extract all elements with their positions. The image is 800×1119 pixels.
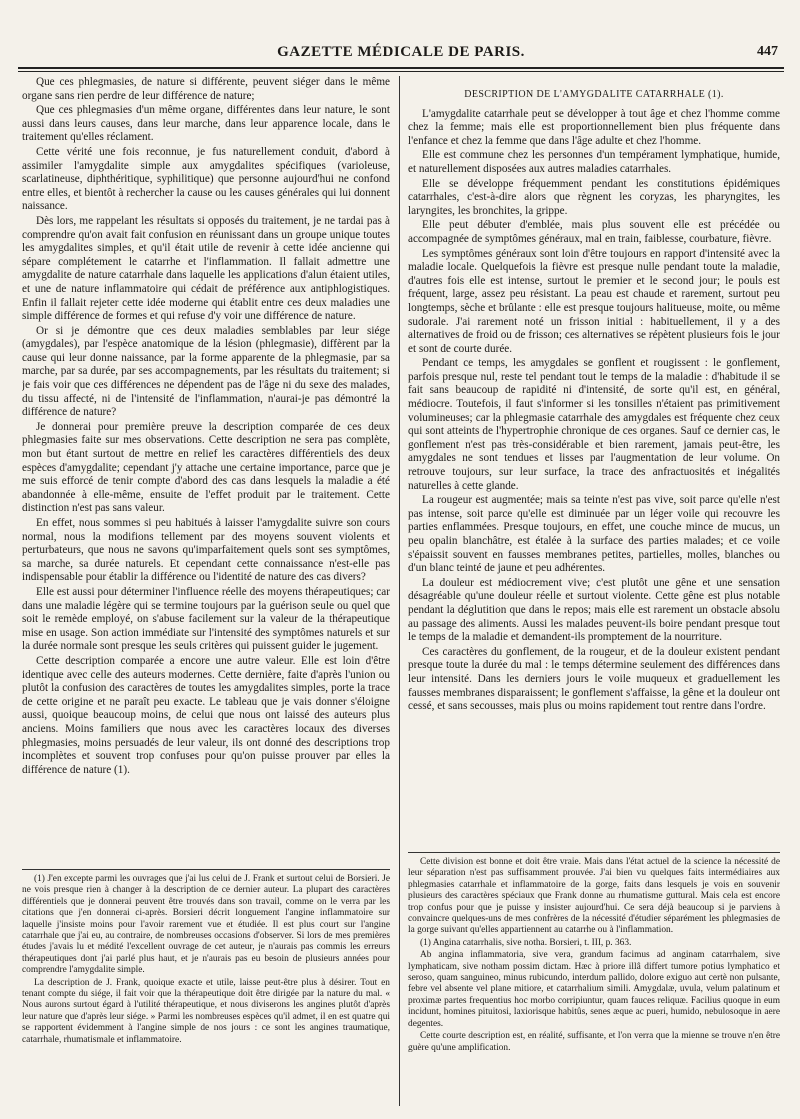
paragraph: Ces caractères du gonflement, de la rougeur, et de la douleur existent pendant presque toute la durée du mal : le temps détermine seulement des différences dans leur intensité. Dans les derniers jours le voile muqueux et graduellement les fausses membranes disparaissent; le gonflement s'affaisse, la gêne et la douleur ont cessé, et sans secousses, mais plus ou moins rapidement tout rentre dans l'ordre.: [408, 645, 780, 713]
footnote: (1) J'en excepte parmi les ouvrages que j'ai lus celui de J. Frank et surtout celui de Borsieri. Je ne vois presque rien à changer à la description de ce dernier auteur. La plupart des caractères différentiels que je donnerai peuvent être trouvés dans son travail, comme on le verra par les citations que j'en donnerai ci-après. Borsieri décrit longuement l'angine inflammatoire sur laquelle j'insiste moins pour l'avoir rarement vue et étudiée. Il est plus court sur l'angine catarrhale que j'ai eu, au contraire, de nombreuses occasions d'observer. Si lors de mes premières études j'avais lu et médité l'excellent ouvrage de cet auteur, je n'aurais pas commis les erreurs thérapeutiques dont j'ai parlé plus haut, et je n'aurais pas eu besoin de plusieurs années pour comprendre l'amygdalite simple.: [22, 874, 390, 976]
footnote: La description de J. Frank, quoique exacte et utile, laisse peut-être plus à désirer. Tout en tenant compte du siége, il fait voir que la thérapeutique doit être dirigée par la nature du mal. « Nous aurons surtout égard à l'utilité thérapeutique, et nous diviserons les angines plutôt d'après leur nature que d'après leur siége. » Parmi les nombreuses espèces qu'il admet, il en est quatre qui se rapportent évidemment à l'angine simple de nos jours : ce sont les angines traumatique, catarrhale, rhumatismale et inflammatoire.: [22, 977, 390, 1045]
paragraph: En effet, nous sommes si peu habitués à laisser l'amygdalite suivre son cours normal, nous la modifions tellement par des moyens souvent violents et perturbateurs, que nous ne savons qu'imparfaitement quels sont ses symptômes, sa marche, sa durée naturels. Et cependant cette connaissance n'est-elle pas indispensable pour établir la différence ou l'identité de nature des cas divers?: [22, 517, 390, 584]
paragraph: La douleur est médiocrement vive; c'est plutôt une gêne et une sensation désagréable qu'une douleur réelle et surtout violente. Cette gêne est plus notable pendant la déglutition que dans le repos; mais elle est rarement un obstacle absolu au passage des aliments. Aussi les malades peuvent-ils boire pendant presque tout le temps de la maladie et demandent-ils promptement de la nourriture.: [408, 576, 780, 644]
paragraph: Dès lors, me rappelant les résultats si opposés du traitement, je ne tardai pas à comprendre qu'on avait fait confusion en réunissant dans un groupe unique toutes les amygdalites simples, et qu'il était utile de revenir à cette idée ancienne qui sépare complétement le catarrhe et l'inflammation. Il fallait admettre une amygdalite de nature catarrhale dans laquelle les applications d'alun étaient utiles, et une de nature inflammatoire qui cédait de préférence aux antiphlogistiques. Enfin il fallait rejeter cette idée moderne qui établit entre ces deux maladies une simple différence de formes et qui refuse d'y voir une différence de nature.: [22, 214, 390, 323]
paragraph: L'amygdalite catarrhale peut se développer à tout âge et chez l'homme comme chez la femme; mais elle est proportionnellement bien plus fréquente dans l'enfance et chez la femme que dans l'âge adulte et chez l'homme.: [408, 107, 780, 147]
paragraph: Les symptômes généraux sont loin d'être toujours en rapport d'intensité avec la maladie locale. Quelquefois la fièvre est presque nulle pendant toute la maladie, d'autres fois elle est intense, surtout le premier et le second jour; le pouls est fréquent, large, assez peu résistant. La peau est chaude et rarement, surtout peu longtemps, sèche et brûlante : elle est presque toujours halitueuse, moite, ou même sudorale. J'ai rarement noté un frisson initial : habituellement, il y a des alternatives de froid ou de frisson; ces alternatives se répètent plusieurs fois le jour et sont de courte durée.: [408, 247, 780, 355]
footnote: Ab angina inflammatoria, sive vera, grandum facimus ad anginam catarrhalem, sive lymphaticam, sive notham possim dictam. Hæc à priore illâ differt tumore potius lymphatico et seroso, quam sanguineo, minus rubicundo, interdum pallido, dolore exiguo aut certè non pulsante, febre vel absente vel plane mitiore, et catarrhalium simili. Amygdalæ, uvula, velum palatinum et proximæ partes frequentius hoc morbo corripiuntur, quam fauces reliquæ. Facilius quoque in eum incidunt, homines pituitosi, laxiorisque habitûs, senes æque ac pueri, humido, nebulosoque in aere degentes.: [408, 950, 780, 1029]
journal-title: GAZETTE MÉDICALE DE PARIS.: [277, 44, 525, 60]
paragraph: Elle est commune chez les personnes d'un tempérament lymphatique, humide, et naturellement disposées aux autres maladies catarrhales.: [408, 149, 780, 175]
header-rule-thin: [18, 71, 784, 72]
paragraph: Elle est aussi pour déterminer l'influence réelle des moyens thérapeutiques; car dans une maladie légère qui se termine toujours par la guérison seule ou quel que soit le remède employé, on s'abuse facilement sur la valeur de la thérapeutique mise en usage. Son action immédiate sur l'intensité des symptômes naturels et sur la durée normale sont presque les seuls critères qui puissent guider le jugement.: [22, 585, 390, 653]
paragraph: Elle se développe fréquemment pendant les constitutions épidémiques catarrhales, c'est-à-dire alors que règnent les coryzas, les pharyngites, les laryngites, les bronchites, la grippe.: [408, 177, 780, 217]
paragraph: Je donnerai pour première preuve la description comparée de ces deux phlegmasies faite sur mes observations. Cette description ne sera pas complète, mon but étant surtout de mettre en relief les caractères différentiels des deux espèces d'amygdalite; cependant j'y attache une certaine importance, parce que je me suis efforcé de tenir compte d'abord des cas dans lesquels la maladie a été abandonnée à elle-même, ensuite de l'effet produit par le traitement. Cette distinction n'est pas sans valeur.: [22, 420, 390, 515]
footnote: Cette division est bonne et doit être vraie. Mais dans l'état actuel de la science la nécessité de leur séparation n'est pas suffisamment prouvée. J'ai bien vu quelques faits intermédiaires aux phlegmasies catarrhale et inflammatoire de la gorge, faits dans lesquels je vois en souvenir plusieurs des caractères spéciaux que Frank donne au rhumatisme guttural. Mais cela est encore trop confus pour que je puisse y insister aujourd'hui. Ce sera déjà beaucoup si je parviens à convaincre quelques-uns de mes confrères de la nécessité d'étudier séparément les phlegmasies de la gorge suivant qu'elles appartiennent au catarrhe ou à l'inflammation.: [408, 857, 780, 936]
footnotes-right: [408, 857, 780, 1114]
paragraph: Cette description comparée a encore une autre valeur. Elle est loin d'être identique avec celle des auteurs modernes. Cette dernière, faite d'après l'union ou plutôt la confusion des caractères de toutes les amygdalites simples, porte la trace de cette origine et ne paraît peu exacte. Le tableau que je vais donner s'éloigne aussi, quoique beaucoup moins, de celui que nous ont laissé des auteurs plus anciens. Moins familiers que nous avec les caractères locaux des diverses phlegmasies, moins persuadés de leur valeur, ils ont donné des descriptions trop incomplètes et souvent trop confuses pour qu'on puisse prouver par elles la différence de nature (1).: [22, 654, 390, 776]
paragraph: Que ces phlegmasies d'un même organe, différentes dans leur nature, le sont aussi dans leurs causes, dans leur marche, dans leur apparence locale, dans le traitement qu'elles réclament.: [22, 104, 390, 144]
paragraph: Elle peut débuter d'emblée, mais plus souvent elle est précédée ou accompagnée de symptômes généraux, mal en train, faiblesse, courbature, fièvre.: [408, 219, 780, 245]
paragraph: Pendant ce temps, les amygdales se gonflent et rougissent : le gonflement, parfois presque nul, reste tel pendant tout le temps de la maladie : d'habitude il se fait sans beaucoup de rapidité ni d'intensité, de sorte qu'il est, en général, médiocre. Toutefois, il faut s'informer si les tonsilles n'étaient pas primitivement volumineuses; car la phlegmasie catarrhale des amygdales est fréquente chez ceux qui sont atteints de l'hypertrophie chronique de ces organes. Sauf ce dernier cas, le gonflement n'est pas très-considérable et bien rarement, jamais peut-être, les amygdales ne sont tendues et lisses par l'augmentation de leur volume. On retrouve toujours, sur leur surface, la trace des anfractuosités et inégalités naturelles à cette glande.: [408, 357, 780, 492]
paragraph: Or si je démontre que ces deux maladies semblables par leur siége (amygdales), par l'espèce anatomique de la lésion (phlegmasie), diffèrent par la cause qui leur donne naissance, par la forme apparente de la phlegmasie, par sa marche, par sa durée, par ses accompagnements, par les résultats du traitement; si je fais voir que ces différences ne dépendent pas de l'âge ni du sexe des malades, du tissu affecté, ni de l'intensité de l'inflammation, n'aurai-je pas démontré la différence de nature?: [22, 324, 390, 419]
paragraph: Cette vérité une fois reconnue, je fus naturellement conduit, d'abord à assimiler l'amygdalite simple aux amygdalites spécifiques (varioleuse, scarlatineuse, diphthéritique, syphilitique) que personne aujourd'hui ne confond entre elles, et bientôt à rechercher la cause ou les causes générales qui lui donnent naissance.: [22, 145, 390, 213]
header-rule: [18, 67, 784, 69]
right-column: [408, 76, 780, 863]
page-number: 447: [757, 44, 778, 59]
paragraph: La rougeur est augmentée; mais sa teinte n'est pas vive, soit parce qu'elle n'est pas intense, soit parce qu'elle est diminuée par un léger voile qui recouvre les parties enflammées. Presque toujours, en effet, une couche mince de mucus, un peu opalin blanchâtre, est étalée à la surface des parties malades; et ce voile s'épaissit souvent en fausses membranes petites, partielles, molles, blanches ou d'un blanc teinté de jaune et peu adhérentes.: [408, 494, 780, 575]
footnote-rule: [408, 852, 780, 853]
left-column: [22, 76, 390, 863]
page-header: [20, 44, 782, 68]
footnotes-left: [22, 874, 390, 1114]
footnote: Cette courte description est, en réalité, suffisante, et l'on verra que la mienne se trouve n'en être guère qu'une amplification.: [408, 1031, 780, 1053]
paragraph: Que ces phlegmasies, de nature si différente, peuvent siéger dans le même organe sans rien perdre de leur différence de nature;: [22, 76, 390, 102]
footnote-rule: [22, 869, 390, 870]
footnote: (1) Angina catarrhalis, sive notha. Borsieri, t. III, p. 363.: [420, 937, 632, 948]
column-divider: [399, 76, 400, 1106]
section-title: DESCRIPTION DE L'AMYGDALITE CATARRHALE (1).: [464, 89, 724, 100]
